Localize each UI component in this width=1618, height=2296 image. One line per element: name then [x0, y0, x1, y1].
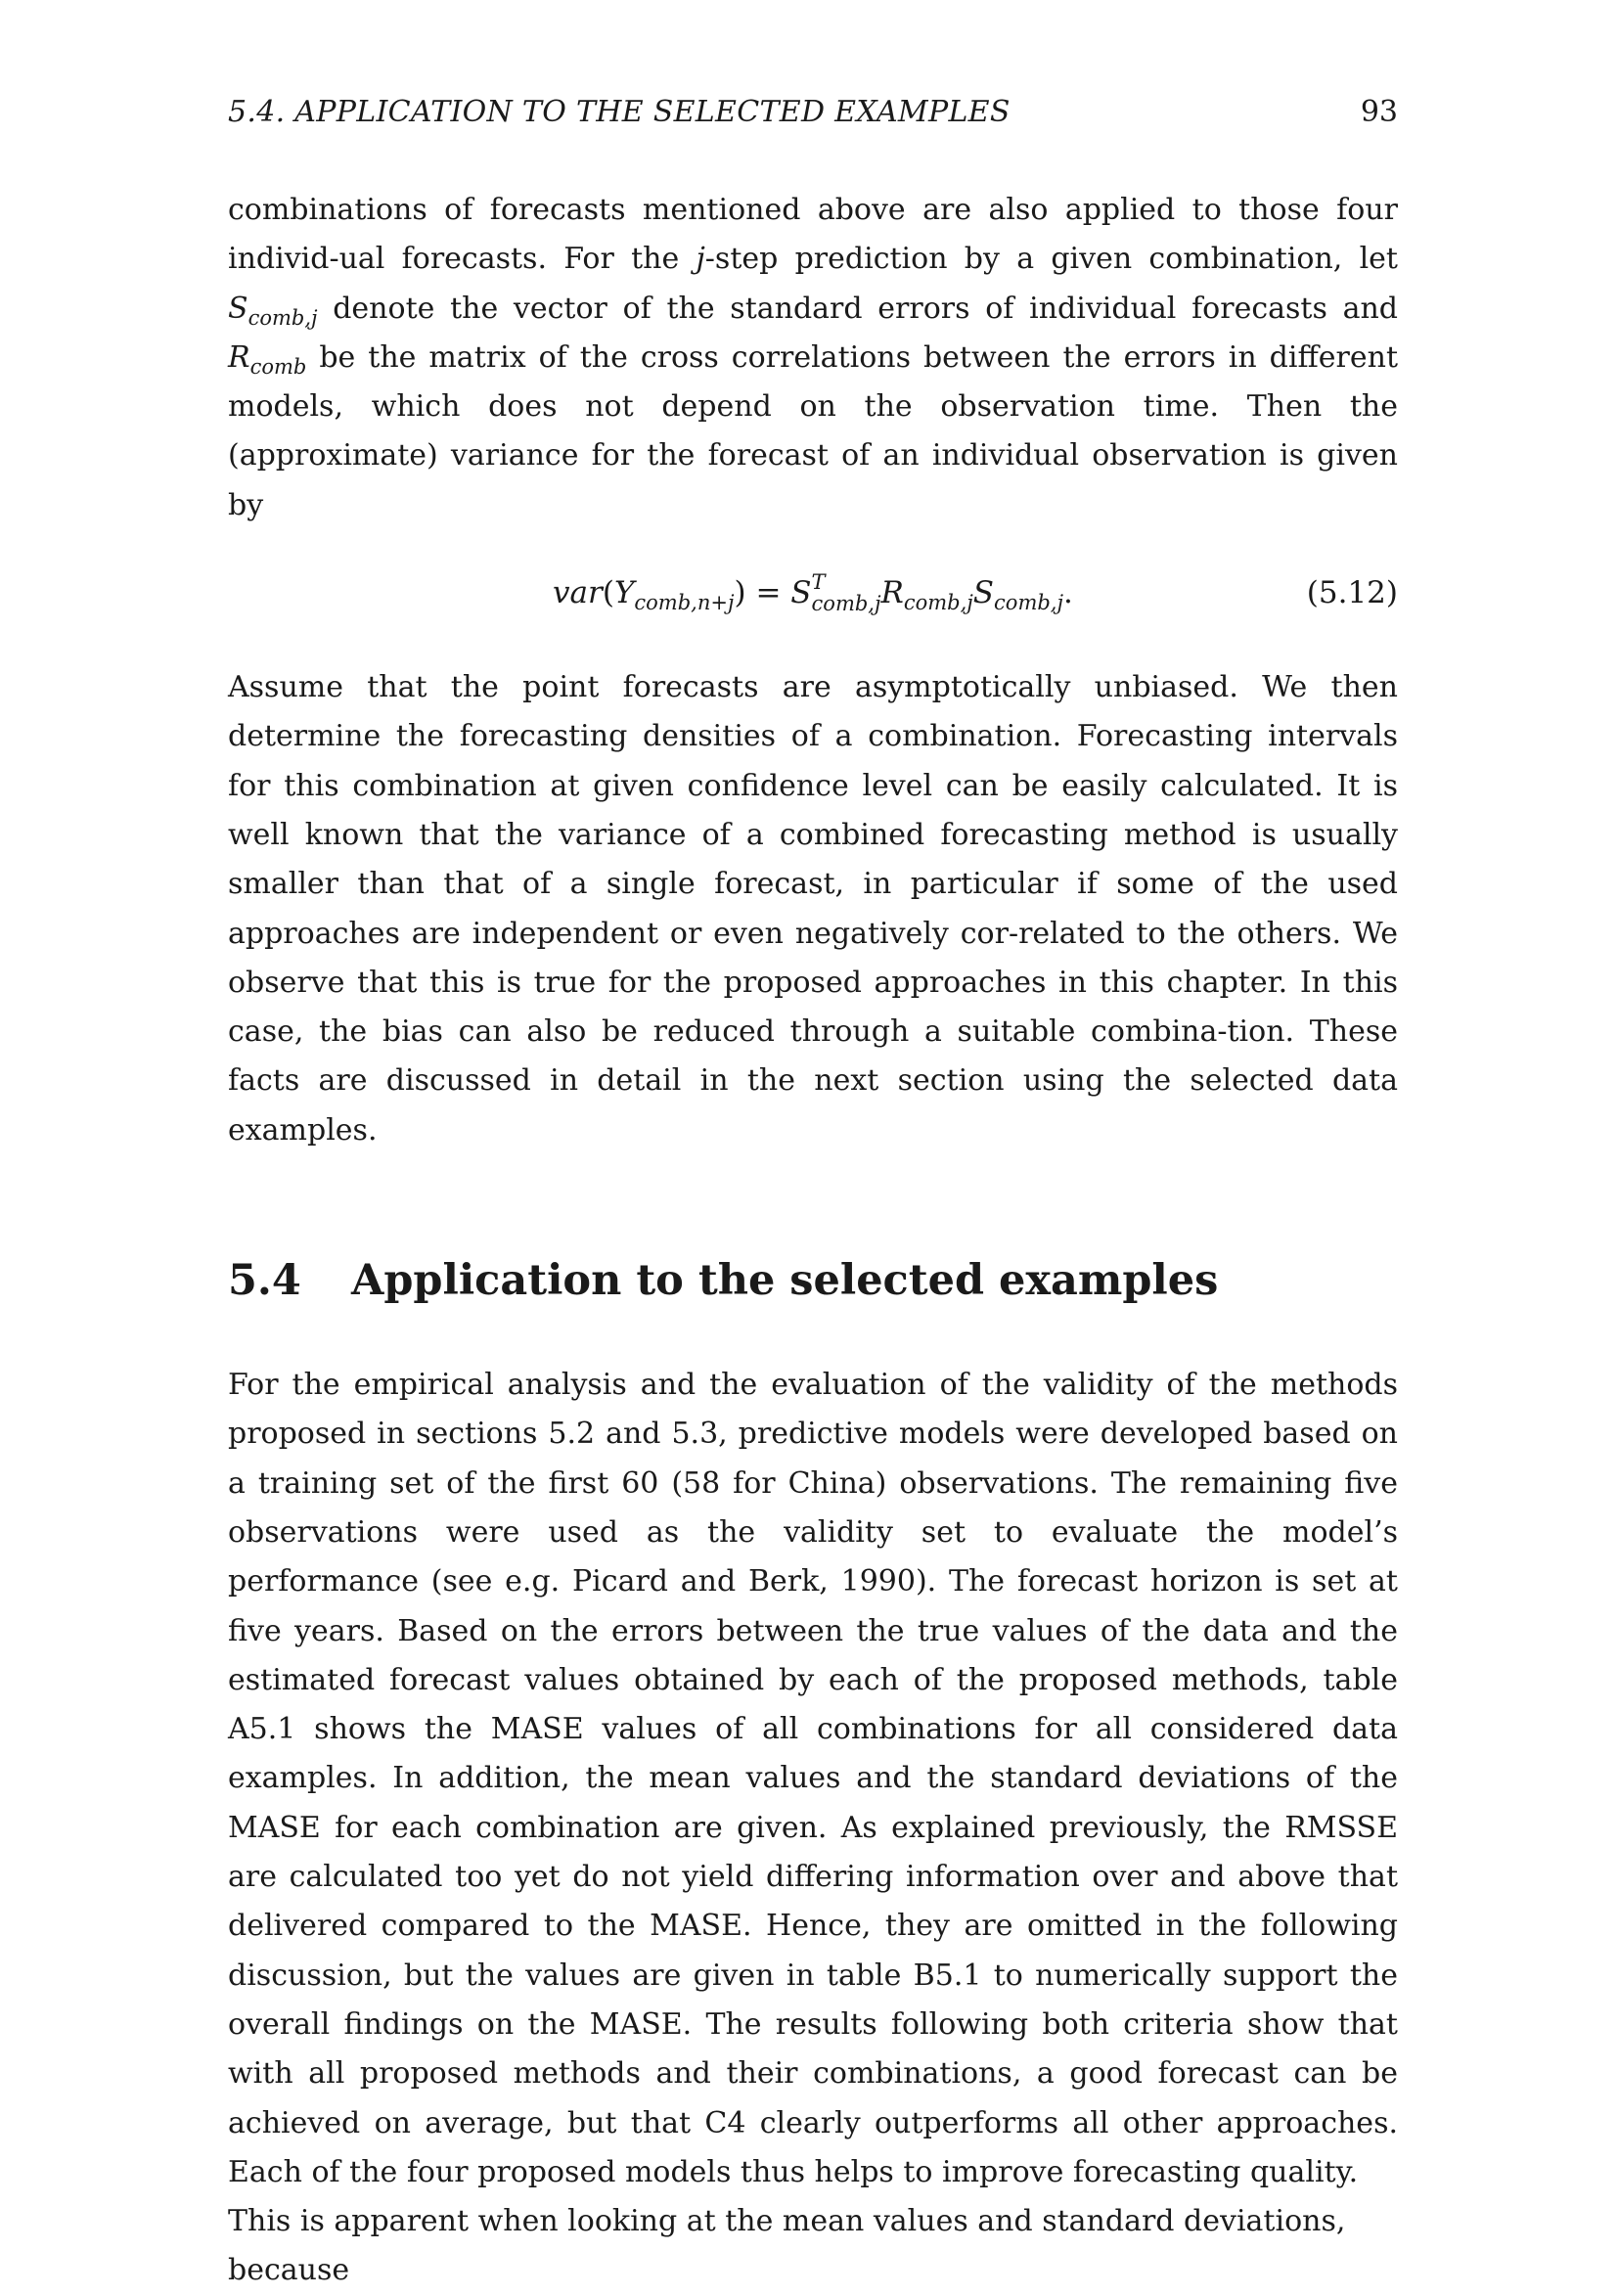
- eq-y-subscript: comb,n+j: [634, 591, 735, 615]
- eq-open-paren: (: [602, 575, 614, 611]
- eq-s-subscript: comb,j: [811, 591, 881, 615]
- para1-text-1: combinations of forecasts mentioned above are also applied to those four individ-ual forecasts. For the: [228, 193, 1398, 277]
- eq-s-scripts: [812, 571, 881, 614]
- section-title: Application to the selected examples: [351, 1256, 1219, 1306]
- eq-equals: =: [755, 575, 782, 611]
- section-number: 5.4: [228, 1256, 301, 1306]
- page-number: 93: [1360, 95, 1398, 129]
- running-header-title: 5.4. APPLICATION TO THE SELECTED EXAMPLES: [228, 95, 1011, 129]
- eq-s-superscript: T: [811, 569, 826, 594]
- math-s-comb-j: [228, 291, 318, 330]
- eq-s2: S: [972, 575, 995, 611]
- var-j: j: [696, 242, 705, 277]
- eq-var: var: [553, 575, 603, 611]
- eq-close-paren: ): [734, 575, 746, 611]
- para1-text-3: denote the vector of the standard errors of individual forecasts and: [317, 291, 1398, 326]
- section-heading: [228, 1251, 1398, 1310]
- eq-period: .: [1063, 575, 1073, 611]
- equation-5-12: [228, 562, 1398, 624]
- eq-r-subscript: comb,j: [903, 591, 973, 615]
- paragraph-empirical-analysis: For the empirical analysis and the evaluation of the validity of the methods proposed in sections 5.2 and 5.3, predictive models were developed based on a training set of the first 60 (58 for China) observations. The remaining five observations were used as the validity set to evaluate the model’s performance (see e.g. Picard and Berk, 1990). The forecast horizon is set at five years. Based on the errors between the true values of the data and the estimated forecast values obtained by each of the proposed methods, table A5.1 shows the MASE values of all combinations for all considered data examples. In addition, the mean values and the standard deviations of the MASE for each combination are given. As explained previously, the RMSSE are calculated too yet do not yield differing information over and above that delivered compared to the MASE. Hence, they are omitted in the following discussion, but the values are given in table B5.1 to numerically support the overall findings on the MASE. The results following both criteria show that with all proposed methods and their combinations, a good forecast can be achieved on average, but that C4 clearly outperforms all other approaches. Each of the four proposed models thus helps to improve forecasting quality.: [228, 1368, 1398, 2189]
- paragraph-asymptotic: Assume that the point forecasts are asymptotically unbiased. We then determine the forecasting densities of a combination. Forecasting intervals for this combination at given confidence level can be easily calculated. It is well known that the variance of a combined forecasting method is usually smaller than that of a single forecast, in particular if some of the used approaches are independent or even negatively cor-related to the others. We observe that this is true for the proposed approaches in this chapter. In this case, the bias can also be reduced through a suitable combina-tion. These facts are discussed in detail in the next section using the selected data examples.: [228, 670, 1398, 1148]
- eq-s2-subscript: comb,j: [994, 591, 1063, 615]
- equation-number: (5.12): [1306, 575, 1398, 611]
- para1-text-2: -step prediction by a given combination, let: [704, 242, 1398, 277]
- page: [228, 90, 1398, 2296]
- s-symbol: S: [228, 291, 248, 326]
- math-r-comb: [228, 339, 307, 379]
- running-header: [228, 90, 1398, 135]
- equation-formula: [553, 562, 1073, 624]
- para1-text-4: be the matrix of the cross correlations between the errors in different models, which does not depend on the observation time. Then the (approximate) variance for the forecast of an individual observation is given by: [228, 339, 1398, 522]
- paragraph-combinations: [228, 186, 1398, 530]
- paragraph-apparent: This is apparent when looking at the mean values and standard deviations, because: [228, 2204, 1346, 2288]
- r-subscript: comb: [249, 354, 307, 379]
- s-subscript: comb,j: [247, 305, 318, 330]
- eq-r: R: [880, 575, 904, 611]
- eq-y: Y: [613, 575, 635, 611]
- eq-s: S: [790, 575, 812, 611]
- r-symbol: R: [228, 339, 250, 375]
